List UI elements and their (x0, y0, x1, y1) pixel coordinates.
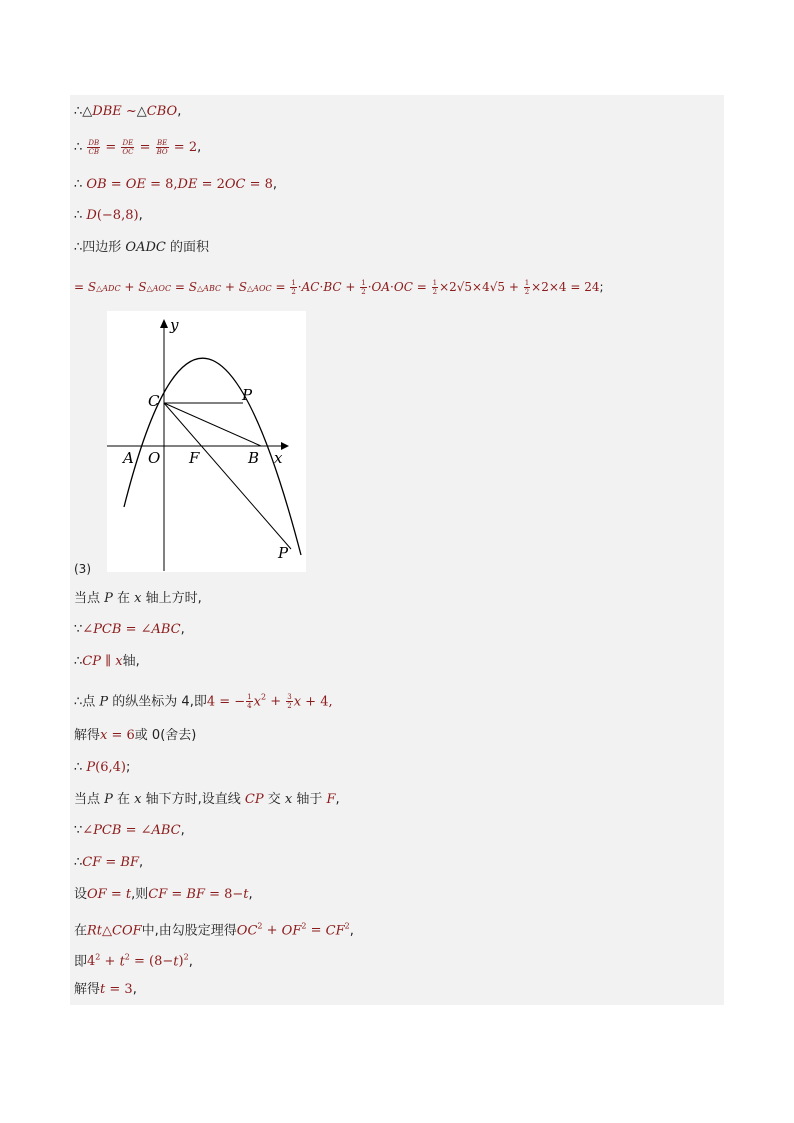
label-C: C (148, 392, 160, 410)
parabola-svg (107, 311, 306, 572)
parabola-figure (107, 311, 306, 572)
line-16: 设OF = t,则CF = BF = 8−t, (74, 887, 253, 902)
line-11: 解得x = 6或 0(舍去) (74, 728, 197, 743)
line-1: ∴△DBE ~△CBO, (74, 104, 182, 119)
label-O: O (148, 449, 161, 467)
line-10: ∴点 P 的纵坐标为 4,即4 = − $\frac{1}{4}$ $x^2$ + $\frac{3}{2}$ x + 4, (74, 693, 333, 711)
line-3: ∴ OB = OE = 8,DE = 2OC = 8, (74, 177, 278, 192)
line-12: ∴ P(6,4); (74, 760, 131, 775)
line-19: 解得t = 3, (74, 982, 137, 997)
line-9: ∴CP ∥ x轴, (74, 654, 140, 669)
line-5: ∴四边形 OADC 的面积 (74, 240, 209, 255)
line-17: 在Rt△COF中,由勾股定理得$OC^2 + OF^2 = CF^2$, (74, 922, 354, 939)
line-18: 即$4^2 + t^2 = (8-t)^2$, (74, 953, 193, 970)
label-F: F (189, 449, 200, 467)
label-A: A (123, 449, 134, 467)
segment-CB (164, 403, 261, 446)
segment-CP-bottom (164, 403, 291, 549)
line-4: ∴ D(−8,8), (74, 208, 143, 223)
label-B: B (248, 449, 260, 467)
figure-caption: (3) (74, 562, 91, 576)
line-14: ∵∠PCB = ∠ABC, (74, 823, 185, 838)
y-axis-arrow (160, 319, 168, 328)
label-P-bottom: P (278, 544, 289, 562)
label-P-top: P (242, 386, 253, 404)
line-6: = S△ADC + S△AOC = S△ABC + S△AOC = $\frac{1}{2}$ ·AC·BC + $\frac{1}{2}$ ·OA·OC = $\frac{1}{2}$ ×2√5×4√5 + $\frac{1}{2}$ ×2×4 = 24; (74, 279, 604, 296)
label-y: y (170, 316, 179, 334)
label-x: x (274, 449, 283, 467)
line-15: ∴CF = BF, (74, 855, 144, 870)
line-2: ∴ $\frac{DB}{CB}$ = $\frac{DE}{OC}$ = $\frac{BE}{BO}$ = 2, (74, 139, 202, 156)
line-8: ∵∠PCB = ∠ABC, (74, 622, 185, 637)
line-7: 当点 P 在 x 轴上方时, (74, 591, 202, 606)
line-13: 当点 P 在 x 轴下方时,设直线 CP 交 x 轴于 F, (74, 792, 340, 807)
